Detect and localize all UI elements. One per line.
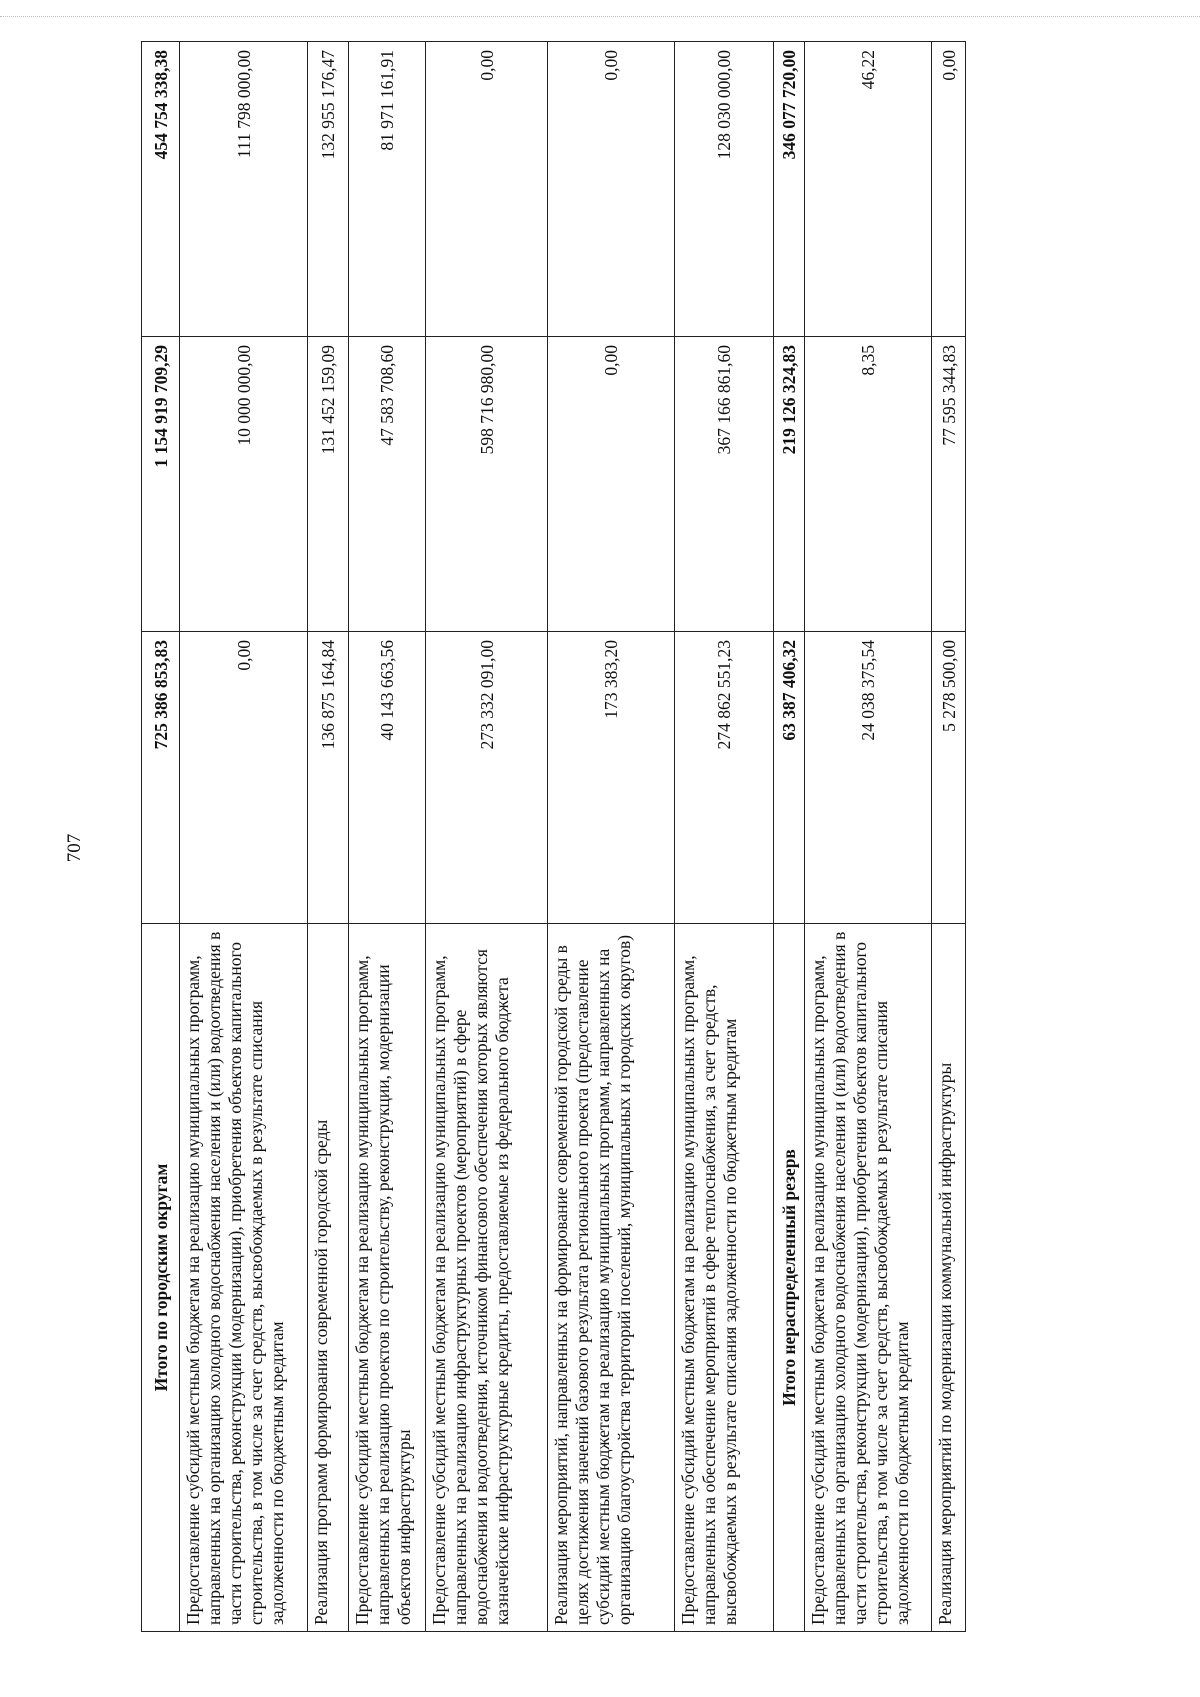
row-label: Предоставление субсидий местным бюджетам на реализацию муниципальных программ, направленных на реализацию проектов по строительству, реконструкции, модернизации объектов инфраструктуры	[349, 924, 426, 1632]
row-value-col2: 10 000 000,00	[180, 337, 308, 632]
table-row	[932, 42, 966, 1632]
row-label: Предоставление субсидий местным бюджетам на реализацию муниципальных программ, направленных на реализацию инфраструктурных проектов (мероприятий) в сфере водоснабжения и водоотведения, источником финансового обеспечения которых являются казначейские инфраструктурные кредиты, предоставляемые из федерального бюджета	[426, 924, 548, 1632]
row-value-col1: 5 278 500,00	[932, 632, 966, 924]
page-number: 707	[64, 833, 85, 863]
table-row-total-city-districts	[142, 42, 180, 1632]
row-value-col1: 173 383,20	[548, 632, 675, 924]
row-value-col2: 47 583 708,60	[349, 337, 426, 632]
table-row	[180, 42, 308, 1632]
row-value-col3: 46,22	[805, 42, 932, 337]
row-label: Предоставление субсидий местным бюджетам на реализацию муниципальных программ, направленных на обеспечение мероприятий в сфере теплоснабжения, за счет средств, высвобождаемых в результате списания задолженности по бюджетным кредитам	[675, 924, 774, 1632]
row-value-col2: 8,35	[805, 337, 932, 632]
row-value-col1: 0,00	[180, 632, 308, 924]
row-value-col2: 367 166 861,60	[675, 337, 774, 632]
table-row	[548, 42, 675, 1632]
row-label: Реализация мероприятий по модернизации коммунальной инфраструктуры	[932, 924, 966, 1632]
table-row	[349, 42, 426, 1632]
row-value-col1: 63 387 406,32	[774, 632, 805, 924]
row-value-col1: 725 386 853,83	[142, 632, 180, 924]
row-value-col3: 0,00	[932, 42, 966, 337]
row-label: Реализация программ формирования современной городской среды	[308, 924, 349, 1632]
table-row-total-unallocated-reserve	[774, 42, 805, 1632]
row-value-col3: 0,00	[548, 42, 675, 337]
row-label: Реализация мероприятий, направленных на формирование современной городской среды в целях достижения значений базового результата регионального проекта (предоставление субсидий местным бюджетам на реализацию муниципальных программ, направленных на организацию благоустройства территорий поселений, муниципальных и городских округов)	[548, 924, 675, 1632]
row-value-col2: 219 126 324,83	[774, 337, 805, 632]
budget-table	[141, 41, 966, 1632]
row-value-col2: 1 154 919 709,29	[142, 337, 180, 632]
row-value-col1: 24 038 375,54	[805, 632, 932, 924]
row-value-col3: 0,00	[426, 42, 548, 337]
row-label: Итого по городским округам	[142, 924, 180, 1632]
scan-edge-line	[0, 16, 1200, 17]
row-label: Итого нераспределенный резерв	[774, 924, 805, 1632]
row-value-col2: 0,00	[548, 337, 675, 632]
row-value-col1: 273 332 091,00	[426, 632, 548, 924]
row-value-col3: 111 798 000,00	[180, 42, 308, 337]
row-value-col1: 136 875 164,84	[308, 632, 349, 924]
row-value-col2: 598 716 980,00	[426, 337, 548, 632]
row-value-col3: 128 030 000,00	[675, 42, 774, 337]
row-value-col3: 346 077 720,00	[774, 42, 805, 337]
row-label: Предоставление субсидий местным бюджетам на реализацию муниципальных программ, направленных на организацию холодного водоснабжения населения и (или) водоотведения в части строительства, реконструкции (модернизации), приобретения объектов капитального строительства, в том числе за счет средств, высвобождаемых в результате списания задолженности по бюджетным кредитам	[805, 924, 932, 1632]
rotated-table-container	[141, 42, 959, 1632]
row-value-col3: 132 955 176,47	[308, 42, 349, 337]
row-value-col1: 274 862 551,23	[675, 632, 774, 924]
table-row	[308, 42, 349, 1632]
row-value-col2: 77 595 344,83	[932, 337, 966, 632]
row-label: Предоставление субсидий местным бюджетам на реализацию муниципальных программ, направленных на организацию холодного водоснабжения населения и (или) водоотведения в части строительства, реконструкции (модернизации), приобретения объектов капитального строительства, в том числе за счет средств, высвобождаемых в результате списания задолженности по бюджетным кредитам	[180, 924, 308, 1632]
row-value-col3: 454 754 338,38	[142, 42, 180, 337]
table-row	[426, 42, 548, 1632]
row-value-col1: 40 143 663,56	[349, 632, 426, 924]
table-row	[675, 42, 774, 1632]
row-value-col2: 131 452 159,09	[308, 337, 349, 632]
row-value-col3: 81 971 161,91	[349, 42, 426, 337]
table-row	[805, 42, 932, 1632]
